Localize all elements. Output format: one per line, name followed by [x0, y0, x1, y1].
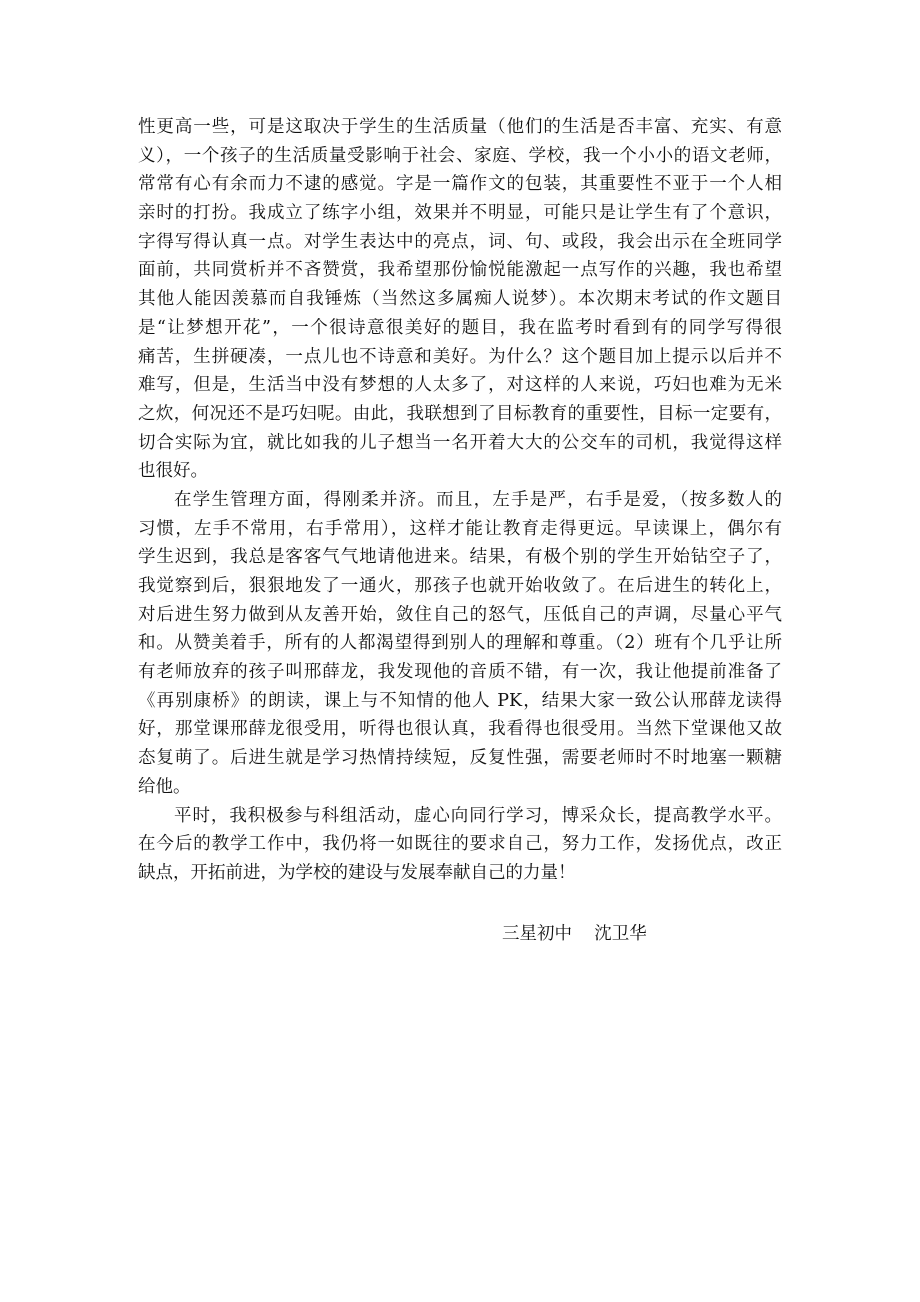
text-line: 我觉察到后，狠狠地发了一通火，那孩子也就开始收敛了。在后进生的转化上， — [138, 576, 782, 596]
text-line: 学生迟到，我总是客客气气地请他进来。结果，有极个别的学生开始钻空子了， — [138, 547, 782, 568]
text-line: 之炊，何况还不是巧妇呢。由此，我联想到了目标教育的重要性，目标一定要有， — [138, 403, 782, 424]
text-line: 有老师放弃的孩子叫邢薛龙，我发现他的音质不错，有一次，我让他提前准备了 — [138, 662, 782, 683]
text-line: 亲时的打扮。我成立了练字小组，效果并不明显，可能只是让学生有了个意识， — [138, 203, 782, 224]
text-line: 缺点，开拓前进，为学校的建设与发展奉献自己的力量！ — [138, 862, 576, 883]
text-line: 性更高一些，可是这取决于学生的生活质量（他们的生活是否丰富、充实、有意 — [138, 117, 782, 137]
signature: 三星初中 沈卫华 — [502, 924, 647, 944]
text-line: 难写，但是，生活当中没有梦想的人太多了，对这样的人来说，巧妇也难为无米 — [138, 375, 782, 396]
text-line: 和。从赞美着手，所有的人都渴望得到别人的理解和尊重。（2）班有个几乎让所 — [138, 633, 782, 654]
text-line: 常常有心有余而力不逮的感觉。字是一篇作文的包装，其重要性不亚于一个人相 — [138, 174, 782, 195]
text-line: 对后进生努力做到从友善开始，敛住自己的怒气，压低自己的声调，尽量心平气 — [138, 604, 782, 625]
text-line: 也很好。 — [138, 461, 208, 482]
text-line: 切合实际为宜，就比如我的儿子想当一名开着大大的公交车的司机，我觉得这样 — [138, 432, 782, 453]
text-line: 《再别康桥》的朗读，课上与不知情的他人 PK，结果大家一致公认邢薛龙读得 — [138, 690, 782, 711]
text-line: 痛苦，生拼硬凑，一点儿也不诗意和美好。为什么？这个题目加上提示以后并不 — [138, 346, 782, 367]
text-line: 习惯，左手不常用，右手常用），这样才能让教育走得更远。早读课上，偶尔有 — [138, 518, 782, 539]
text-line: 是“让梦想开花”，一个很诗意很美好的题目，我在监考时看到有的同学写得很 — [138, 317, 782, 338]
text-line: 给他。 — [138, 776, 191, 797]
text-line: 字得写得认真一点。对学生表达中的亮点，词、句、或段，我会出示在全班同学 — [138, 231, 782, 252]
text-line: 义），一个孩子的生活质量受影响于社会、家庭、学校，我一个小小的语文老师， — [138, 145, 782, 166]
text-line: 其他人能因羡慕而自我锤炼（当然这多属痴人说梦）。本次期末考试的作文题目 — [138, 289, 782, 310]
body-text — [138, 113, 782, 888]
text-line: 在今后的教学工作中，我仍将一如既往的要求自己，努力工作，发扬优点，改正 — [138, 834, 782, 855]
text-line: 好，那堂课邢薛龙很受用，听得也很认真，我看得也很受用。当然下堂课他又故 — [138, 719, 782, 740]
text-line: 面前，共同赏析并不吝赞赏，我希望那份愉悦能激起一点写作的兴趣，我也希望 — [138, 260, 782, 281]
paragraph-start-line: 在学生管理方面，得刚柔并济。而且，左手是严，右手是爱，（按多数人的 — [174, 489, 782, 510]
text-line: 态复萌了。后进生就是学习热情持续短，反复性强，需要老师时不时地塞一颗糖 — [138, 748, 782, 769]
paragraph-start-line: 平时，我积极参与科组活动，虚心向同行学习，博采众长，提高教学水平。 — [174, 805, 782, 826]
